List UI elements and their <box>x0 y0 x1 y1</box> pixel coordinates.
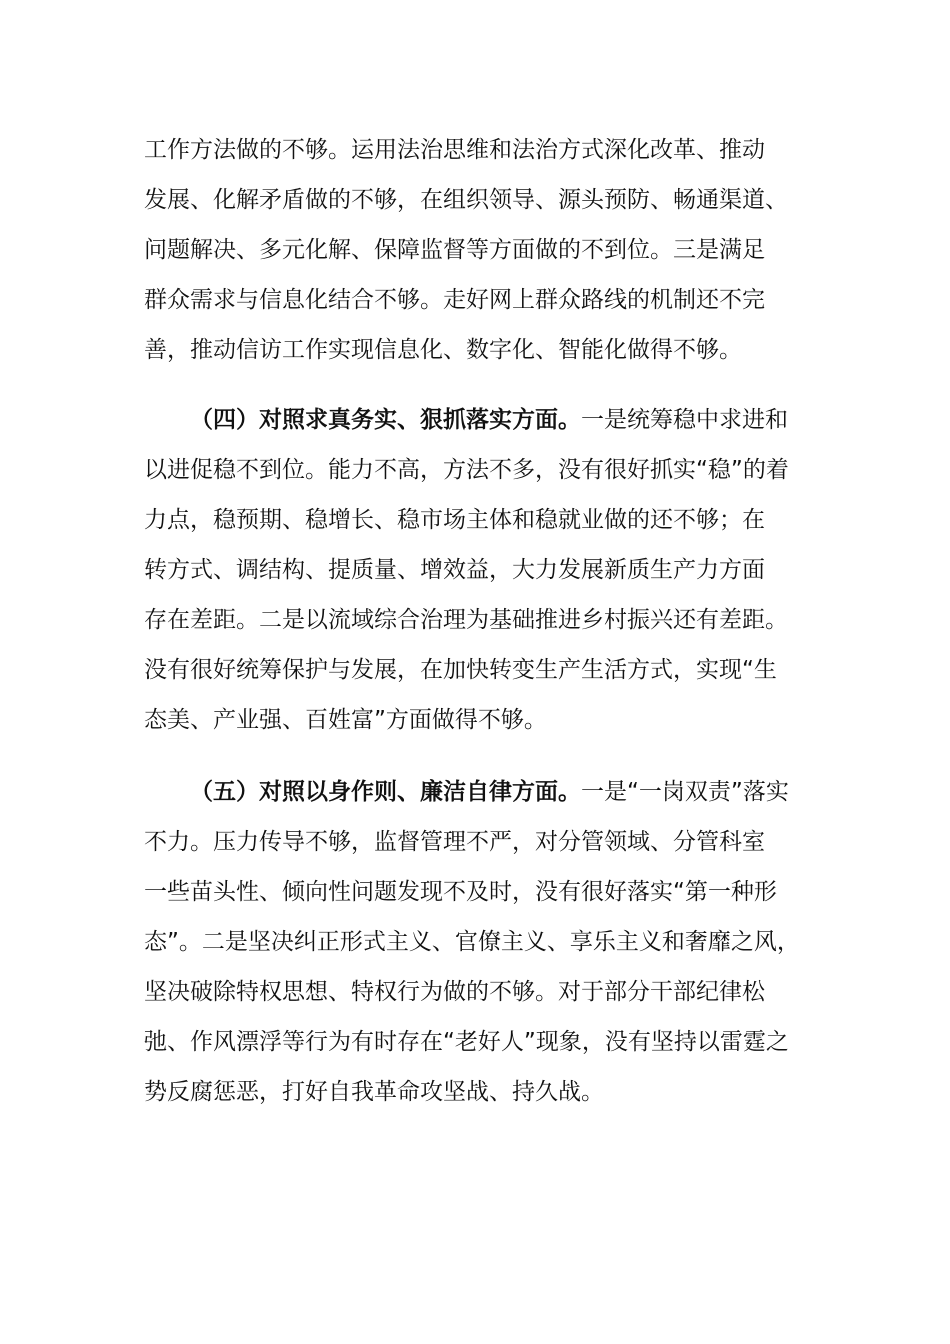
paragraph-1-line-1: 工作方法做的不够。运用法治思维和法治方式深化改革、推动 <box>144 137 765 163</box>
paragraph-2-first-line <box>190 400 788 440</box>
paragraph-3-line-5: 坚决破除特权思想、特权行为做的不够。对于部分干部纪律松 <box>144 979 765 1005</box>
paragraph-3-first-line-text: 一是“一岗双责”落实 <box>581 779 789 805</box>
paragraph-1-line-5: 善，推动信访工作实现信息化、数字化、智能化做得不够。 <box>144 337 742 363</box>
paragraph-2-line-2: 以进促稳不到位。能力不高，方法不多，没有很好抓实“稳”的着 <box>144 457 789 483</box>
paragraph-1-line-3: 问题解决、多元化解、保障监督等方面做的不到位。三是满足 <box>144 237 765 263</box>
paragraph-3-line-2: 不力。压力传导不够，监督管理不严，对分管领域、分管科室 <box>144 829 765 855</box>
paragraph-2-line-6: 没有很好统筹保护与发展，在加快转变生产生活方式，实现“生 <box>144 657 777 683</box>
paragraph-3-line-3: 一些苗头性、倾向性问题发现不及时，没有很好落实“第一种形 <box>144 879 777 905</box>
paragraph-2-heading: （四）对照求真务实、狠抓落实方面。 <box>190 407 581 433</box>
paragraph-3-line-7: 势反腐惩恶，打好自我革命攻坚战、持久战。 <box>144 1079 604 1105</box>
paragraph-1-line-2: 发展、化解矛盾做的不够，在组织领导、源头预防、畅通渠道、 <box>144 187 788 213</box>
paragraph-3-line-6: 弛、作风漂浮等行为有时存在“老好人”现象，没有坚持以雷霆之 <box>144 1029 789 1055</box>
paragraph-2-line-5: 存在差距。二是以流域综合治理为基础推进乡村振兴还有差距。 <box>144 607 788 633</box>
paragraph-3-line-4: 态”。二是坚决纠正形式主义、官僚主义、享乐主义和奢靡之风， <box>144 929 800 955</box>
paragraph-2-line-3: 力点，稳预期、稳增长、稳市场主体和稳就业做的还不够；在 <box>144 507 765 533</box>
paragraph-1-line-4: 群众需求与信息化结合不够。走好网上群众路线的机制还不完 <box>144 287 765 313</box>
paragraph-2-first-line-text: 一是统筹稳中求进和 <box>581 407 788 433</box>
paragraph-2-line-7: 态美、产业强、百姓富”方面做得不够。 <box>144 707 547 733</box>
paragraph-3-first-line <box>190 772 789 812</box>
paragraph-2-line-4: 转方式、调结构、提质量、增效益，大力发展新质生产力方面 <box>144 557 765 583</box>
paragraph-3-heading: （五）对照以身作则、廉洁自律方面。 <box>190 779 581 805</box>
